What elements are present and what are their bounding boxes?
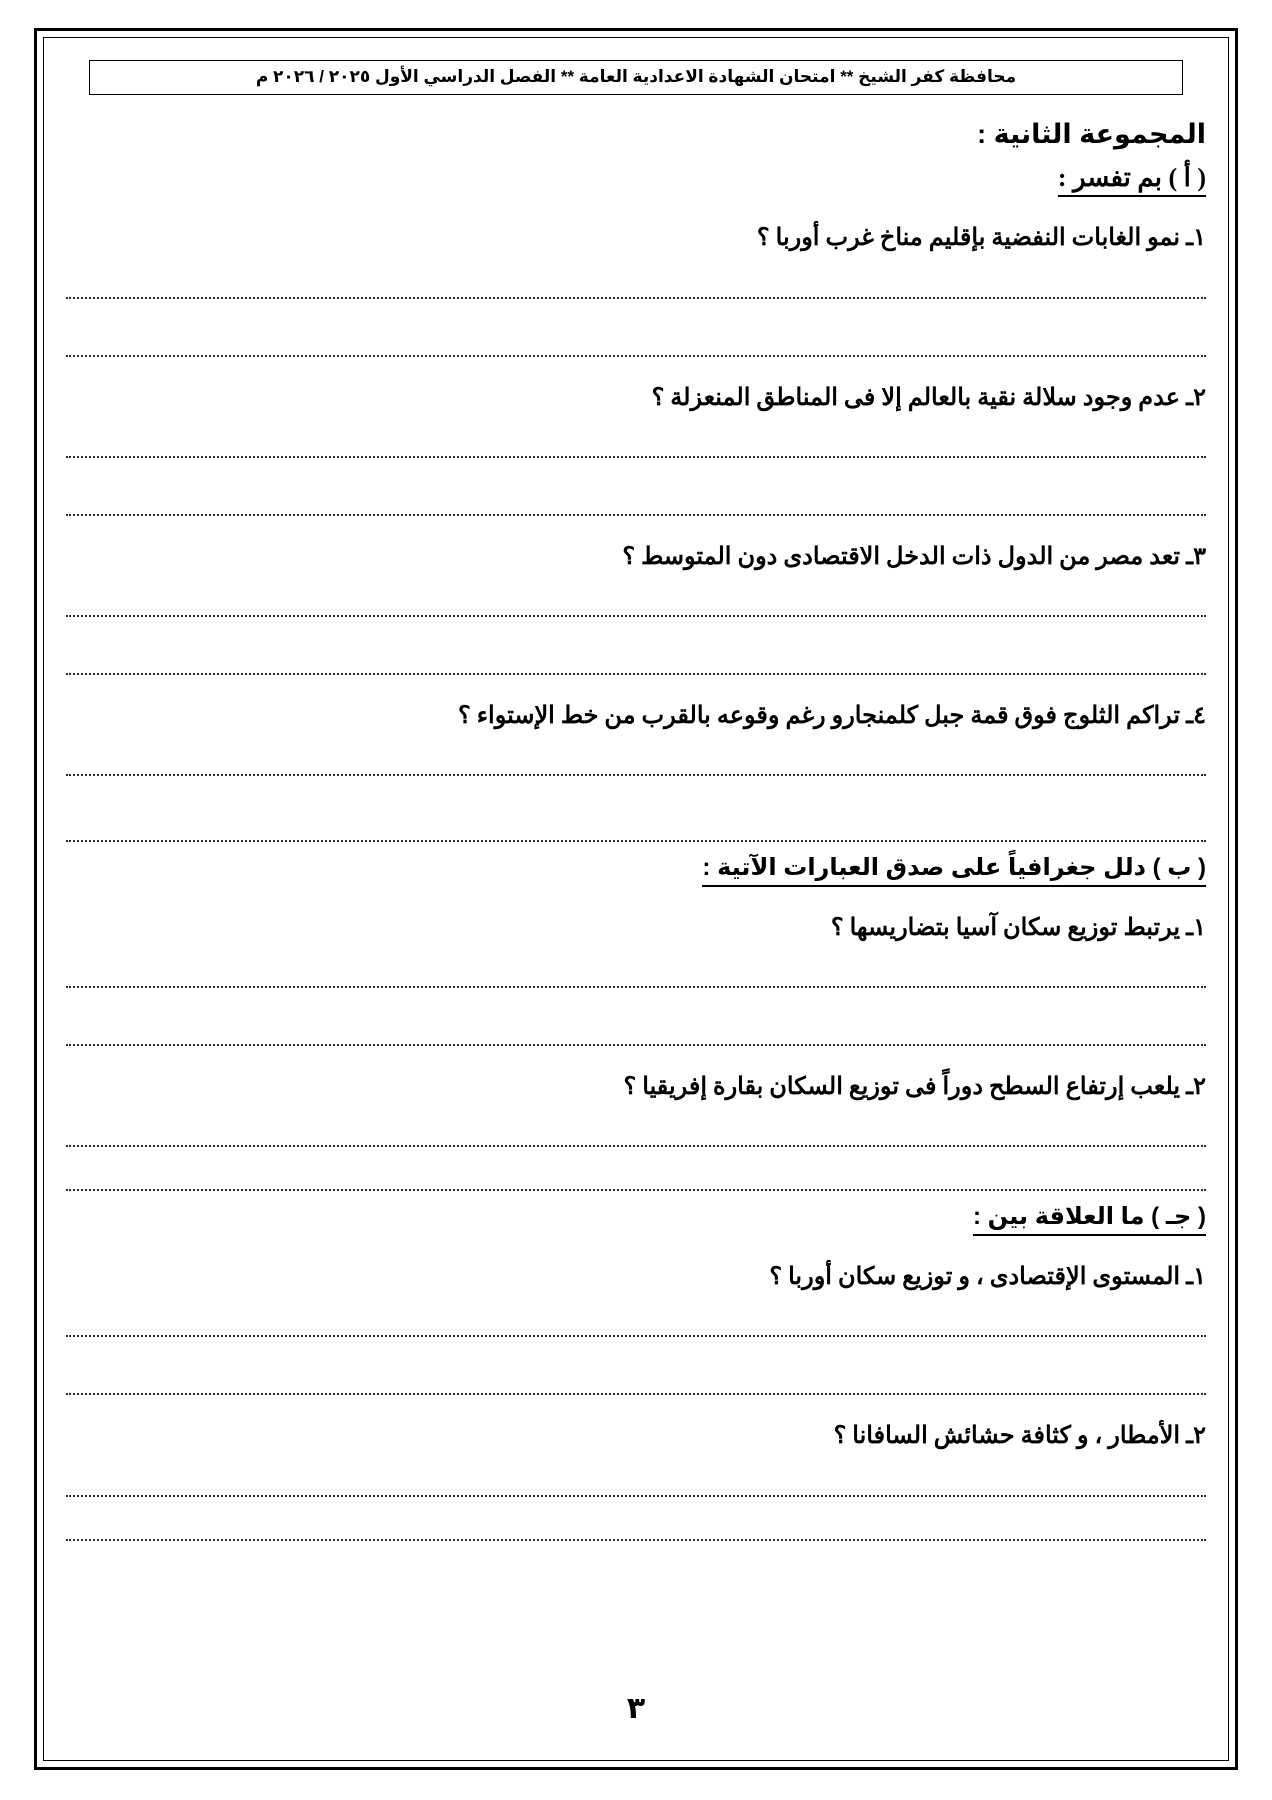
- answer-line: [66, 1145, 1206, 1147]
- answer-lines-b2: [66, 1145, 1206, 1191]
- section-heading-b: [66, 854, 1206, 887]
- section-heading-a-label: ( أ ) بم تفسر :: [1058, 162, 1206, 197]
- answer-line: [66, 1044, 1206, 1046]
- answer-line: [66, 986, 1206, 988]
- question-c1: [66, 1262, 1206, 1293]
- answer-line: [66, 297, 1206, 299]
- answer-lines-a1: [66, 297, 1206, 357]
- question-b2: [66, 1072, 1206, 1103]
- question-a1-text: ١ـ نمو الغابات النفضية بإقليم مناخ غرب أوربا ؟: [756, 225, 1206, 252]
- question-a3-text: ٣ـ تعد مصر من الدول ذات الدخل الاقتصادى دون المتوسط ؟: [622, 543, 1206, 570]
- answer-line: [66, 1189, 1206, 1191]
- question-b1: [66, 913, 1206, 944]
- question-a4-text: ٤ـ تراكم الثلوج فوق قمة جبل كلمنجارو رغم وقوعه بالقرب من خط الإستواء ؟: [458, 703, 1206, 730]
- exam-header-text: محافظة كفر الشيخ ** امتحان الشهادة الاعدادية العامة ** الفصل الدراسي الأول ٢٠٢٥ / ٢٠٢٦ م: [255, 67, 1017, 86]
- answer-lines-c1: [66, 1335, 1206, 1395]
- question-b2-text: ٢ـ يلعب إرتفاع السطح دوراً فى توزيع السكان بقارة إفريقيا ؟: [623, 1074, 1206, 1101]
- answer-lines-a2: [66, 456, 1206, 516]
- exam-header-box: [89, 60, 1183, 95]
- section-heading-a: [66, 162, 1206, 197]
- answer-line: [66, 673, 1206, 675]
- question-b1-text: ١ـ يرتبط توزيع سكان آسيا بتضاريسها ؟: [830, 915, 1206, 942]
- question-a1: [66, 223, 1206, 254]
- answer-lines-c2: [66, 1495, 1206, 1541]
- question-c1-text: ١ـ المستوى الإقتصادى ، و توزيع سكان أوربا ؟: [769, 1264, 1206, 1291]
- answer-lines-a4: [66, 774, 1206, 842]
- question-a2: [66, 383, 1206, 414]
- question-a3: [66, 542, 1206, 573]
- answer-line: [66, 514, 1206, 516]
- exam-page-content: [52, 44, 1220, 1756]
- section-heading-c-label: ( جـ ) ما العلاقة بين :: [973, 1203, 1206, 1236]
- answer-lines-b1: [66, 986, 1206, 1046]
- answer-line: [66, 774, 1206, 776]
- answer-line: [66, 355, 1206, 357]
- question-a2-text: ٢ـ عدم وجود سلالة نقية بالعالم إلا فى المناطق المنعزلة ؟: [651, 384, 1206, 411]
- answer-line: [66, 1393, 1206, 1395]
- question-a4: [66, 701, 1206, 732]
- answer-line: [66, 840, 1206, 842]
- question-c2-text: ٢ـ الأمطار ، و كثافة حشائش السافانا ؟: [833, 1423, 1206, 1450]
- section-heading-b-label: ( ب ) دلل جغرافياً على صدق العبارات الآتية :: [702, 854, 1206, 887]
- answer-line: [66, 456, 1206, 458]
- answer-line: [66, 1539, 1206, 1541]
- answer-lines-a3: [66, 615, 1206, 675]
- answer-line: [66, 1335, 1206, 1337]
- question-c2: [66, 1421, 1206, 1452]
- page-title: المجموعة الثانية :: [977, 119, 1206, 150]
- answer-line: [66, 1495, 1206, 1497]
- page-number: ٣: [626, 1692, 646, 1725]
- answer-line: [66, 615, 1206, 617]
- section-heading-c: [66, 1203, 1206, 1236]
